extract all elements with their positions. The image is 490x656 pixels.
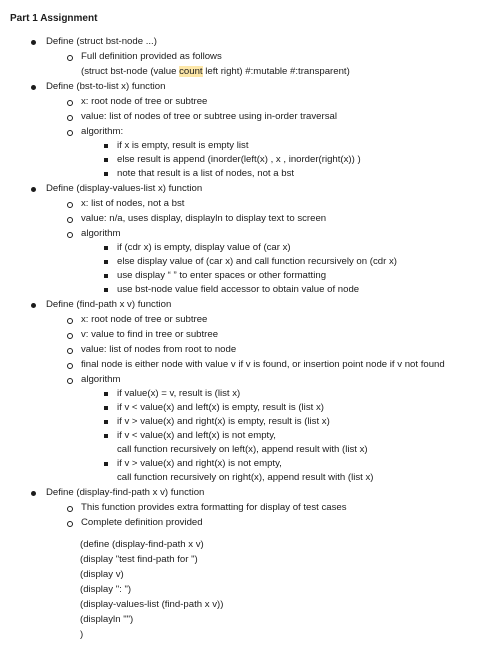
code-line: (define (display-find-path x v): [80, 539, 204, 550]
code-text: left right) #:mutable #:transparent): [202, 66, 350, 77]
list-item: algorithm: [81, 228, 121, 239]
list-item: x: root node of tree or subtree: [81, 314, 208, 325]
list-item: This function provides extra formatting for display of test cases: [81, 502, 347, 513]
list-item: if v > value(x) and right(x) is empty, result is (list x): [117, 416, 330, 427]
list-item: Define (struct bst-node ...): [46, 36, 157, 47]
list-item: final node is either node with value v if v is found, or insertion point node if v not found: [81, 359, 445, 370]
list-item: if value(x) = v, result is (list x): [117, 388, 241, 399]
code-line: (display v): [80, 569, 124, 580]
list-item: else display value of (car x) and call function recursively on (cdr x): [117, 256, 397, 267]
list-item: x: root node of tree or subtree: [81, 96, 208, 107]
code-line: (display ": "): [80, 584, 132, 595]
list-item: note that result is a list of nodes, not a bst: [117, 168, 295, 179]
list-item: v: value to find in tree or subtree: [81, 329, 219, 340]
code-line: (display "test find-path for "): [80, 554, 198, 565]
list-item: value: list of nodes from root to node: [81, 344, 237, 355]
code-line: (display-values-list (find-path x v)): [80, 599, 224, 610]
list-item: if x is empty, result is empty list: [117, 140, 249, 151]
list-item: Define (bst-to-list x) function: [46, 81, 166, 92]
list-item: Define (find-path x v) function: [46, 299, 172, 310]
page-title: Part 1 Assignment: [10, 13, 98, 24]
list-item: if v < value(x) and left(x) is empty, result is (list x): [117, 402, 324, 413]
list-item: Full definition provided as follows: [81, 51, 222, 62]
list-item: algorithm:: [81, 126, 124, 137]
code-line: ): [80, 629, 84, 640]
code-line: (displayln ""): [80, 614, 134, 625]
code-text: (struct bst-node (value: [81, 66, 180, 77]
list-item: value: n/a, uses display, displayln to display text to screen: [81, 213, 327, 224]
highlighted-text: count: [179, 66, 203, 77]
list-item: [81, 66, 350, 78]
list-item: x: list of nodes, not a bst: [81, 198, 185, 209]
list-item: Complete definition provided: [81, 517, 203, 528]
list-item: call function recursively on right(x), append result with (list x): [117, 472, 374, 483]
list-item: else result is append (inorder(left(x) , x , inorder(right(x)) ): [117, 154, 361, 165]
list-item: call function recursively on left(x), append result with (list x): [117, 444, 368, 455]
list-item: algorithm: [81, 374, 121, 385]
list-item: if (cdr x) is empty, display value of (car x): [117, 242, 291, 253]
list-item: Define (display-values-list x) function: [46, 183, 203, 194]
list-item: if v < value(x) and left(x) is not empty,: [117, 430, 276, 441]
list-item: if v > value(x) and right(x) is not empty,: [117, 458, 282, 469]
list-item: Define (display-find-path x v) function: [46, 487, 205, 498]
list-item: use display “ ” to enter spaces or other formatting: [117, 270, 327, 281]
list-item: use bst-node value field accessor to obtain value of node: [117, 284, 360, 295]
list-item: value: list of nodes of tree or subtree using in-order traversal: [81, 111, 337, 122]
